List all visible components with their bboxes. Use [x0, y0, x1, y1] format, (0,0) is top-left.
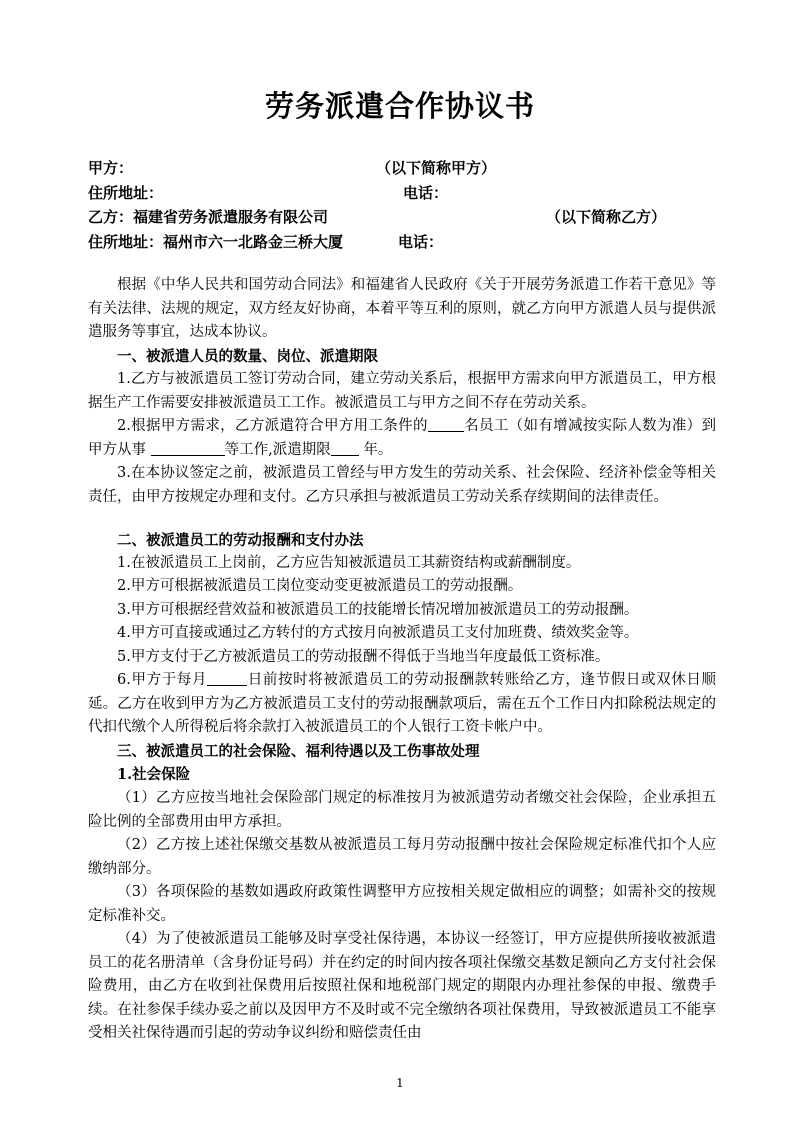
party-b-label: 乙方：福建省劳务派遣服务有限公司: [88, 208, 329, 226]
blank-years: [331, 440, 359, 456]
blank-count: [428, 416, 464, 432]
section1-item2-part1: 2.根据甲方需求，乙方派遣符合甲方用工条件的: [117, 418, 428, 434]
section1-heading: 一、被派遣人员的数量、岗位、派遣期限: [117, 348, 378, 365]
section3-p4: （4）为了使被派遣员工能够及时享受社保待遇，本协议一经签订，甲方应提供所接收被派遣员工的花名册清单（含身份证号码）并在约定的时间内按各项社保缴交基数足额向乙方支付社会保险费用，由乙方在收到社保费用后按照社保和地税部门规定的期限内办理社参保的申报、缴费手续。在社参保手续办妥之前以及因甲方不及时或不完全缴纳各项社保费用，导致被派遣员工不能享受相关社保待遇而引起的劳动争议纠纷和赔偿责任由: [88, 931, 716, 1042]
section3-p1: （1）乙方应按当地社会保险部门规定的标准按月为被派遣劳动者缴交社会保险，企业承担五险比例的全部费用由甲方承担。: [88, 790, 716, 830]
section2-heading: 二、被派遣员工的劳动报酬和支付办法: [117, 532, 364, 549]
section1-item1: 1.乙方与被派遣员工签订劳动合同，建立劳动关系后，根据甲方需求向甲方派遣员工，甲方根据生产工作需要安排被派遣员工工作。被派遣员工与甲方之间不存在劳动关系。: [88, 371, 716, 411]
party-b-note: （以下简称乙方）: [546, 208, 667, 226]
document-title: 劳务派遣合作协议书: [264, 89, 535, 123]
address-a-label: 住所地址：: [88, 184, 164, 202]
section2-item6-part1: 6.甲方于每月: [117, 672, 208, 688]
section3-heading: 三、被派遣员工的社会保险、福利待遇以及工伤事故处理: [117, 743, 480, 760]
section3-sub1: 1.社会保险: [117, 766, 191, 783]
section1-item2-part3: 等工作,派遣期限: [224, 441, 331, 458]
section3-p2: （2）乙方按上述社保缴交基数从被派遣员工每月劳动报酬中按社会保险规定标准代扣个人应缴纳部分。: [88, 837, 716, 877]
section2-item5: 5.甲方支付于乙方被派遣员工的劳动报酬不得低于当地当年度最低工资标准。: [117, 649, 610, 665]
blank-day: [207, 670, 247, 686]
section1-item2-part2: 名员工（如有增减按实际人数为准）到甲方从事: [88, 418, 716, 458]
section3-p3: （3）各项保险的基数如遇政府政策性调整甲方应按相关规定做相应的调整；如需补交的按规定标准补交。: [88, 884, 716, 924]
section2-item6-part2: 日前按时将被派遣员工的劳动报酬款转账给乙方，逢节假日或双休日顺延。乙方在收到甲方为乙方被派遣员工支付的劳动报酬款项后，需在五个工作日内扣除税法规定的代扣代缴个人所得税后将余款打入被派遣员工的个人银行工资卡帐户中。: [88, 672, 716, 736]
section2-item1: 1.在被派遣员工上岗前，乙方应告知被派遣员工其薪资结构或薪酬制度。: [117, 555, 581, 571]
phone-b-label: 电话：: [398, 233, 444, 251]
party-a-note: （以下简称甲方）: [376, 159, 497, 177]
section1-item3: 3.在本协议签定之前，被派遣员工曾经与甲方发生的劳动关系、社会保险、经济补偿金等相关责任，由甲方按规定办理和支付。乙方只承担与被派遣员工劳动关系存续期间的法律责任。: [88, 465, 716, 505]
section2-item4: 4.甲方可直接或通过乙方转付的方式按月向被派遣员工支付加班费、绩效奖金等。: [117, 625, 639, 641]
section2-item3: 3.甲方可根据经营效益和被派遣员工的技能增长情况增加被派遣员工的劳动报酬。: [117, 602, 639, 618]
party-a-label: 甲方：: [88, 159, 134, 177]
section1-item2: [88, 415, 716, 462]
section2-item6: [88, 669, 716, 740]
section1-item2-part4: 年。: [363, 441, 393, 458]
intro-paragraph: 根据《中华人民共和国劳动合同法》和福建省人民政府《关于开展劳务派遣工作若干意见》等有关法律、法规的规定，双方经友好协商，本着平等互利的原则，就乙方向甲方派遣人员与提供派遣服务等事宜，达成本协议。: [88, 277, 716, 341]
blank-job: [151, 440, 225, 456]
page-number: 1: [396, 1076, 404, 1090]
section2-item2: 2.甲方可根据被派遣员工岗位变动变更被派遣员工的劳动报酬。: [117, 578, 523, 594]
address-b-label: 住所地址：福州市六一北路金三桥大厦: [88, 233, 344, 251]
phone-a-label: 电话：: [403, 184, 449, 202]
